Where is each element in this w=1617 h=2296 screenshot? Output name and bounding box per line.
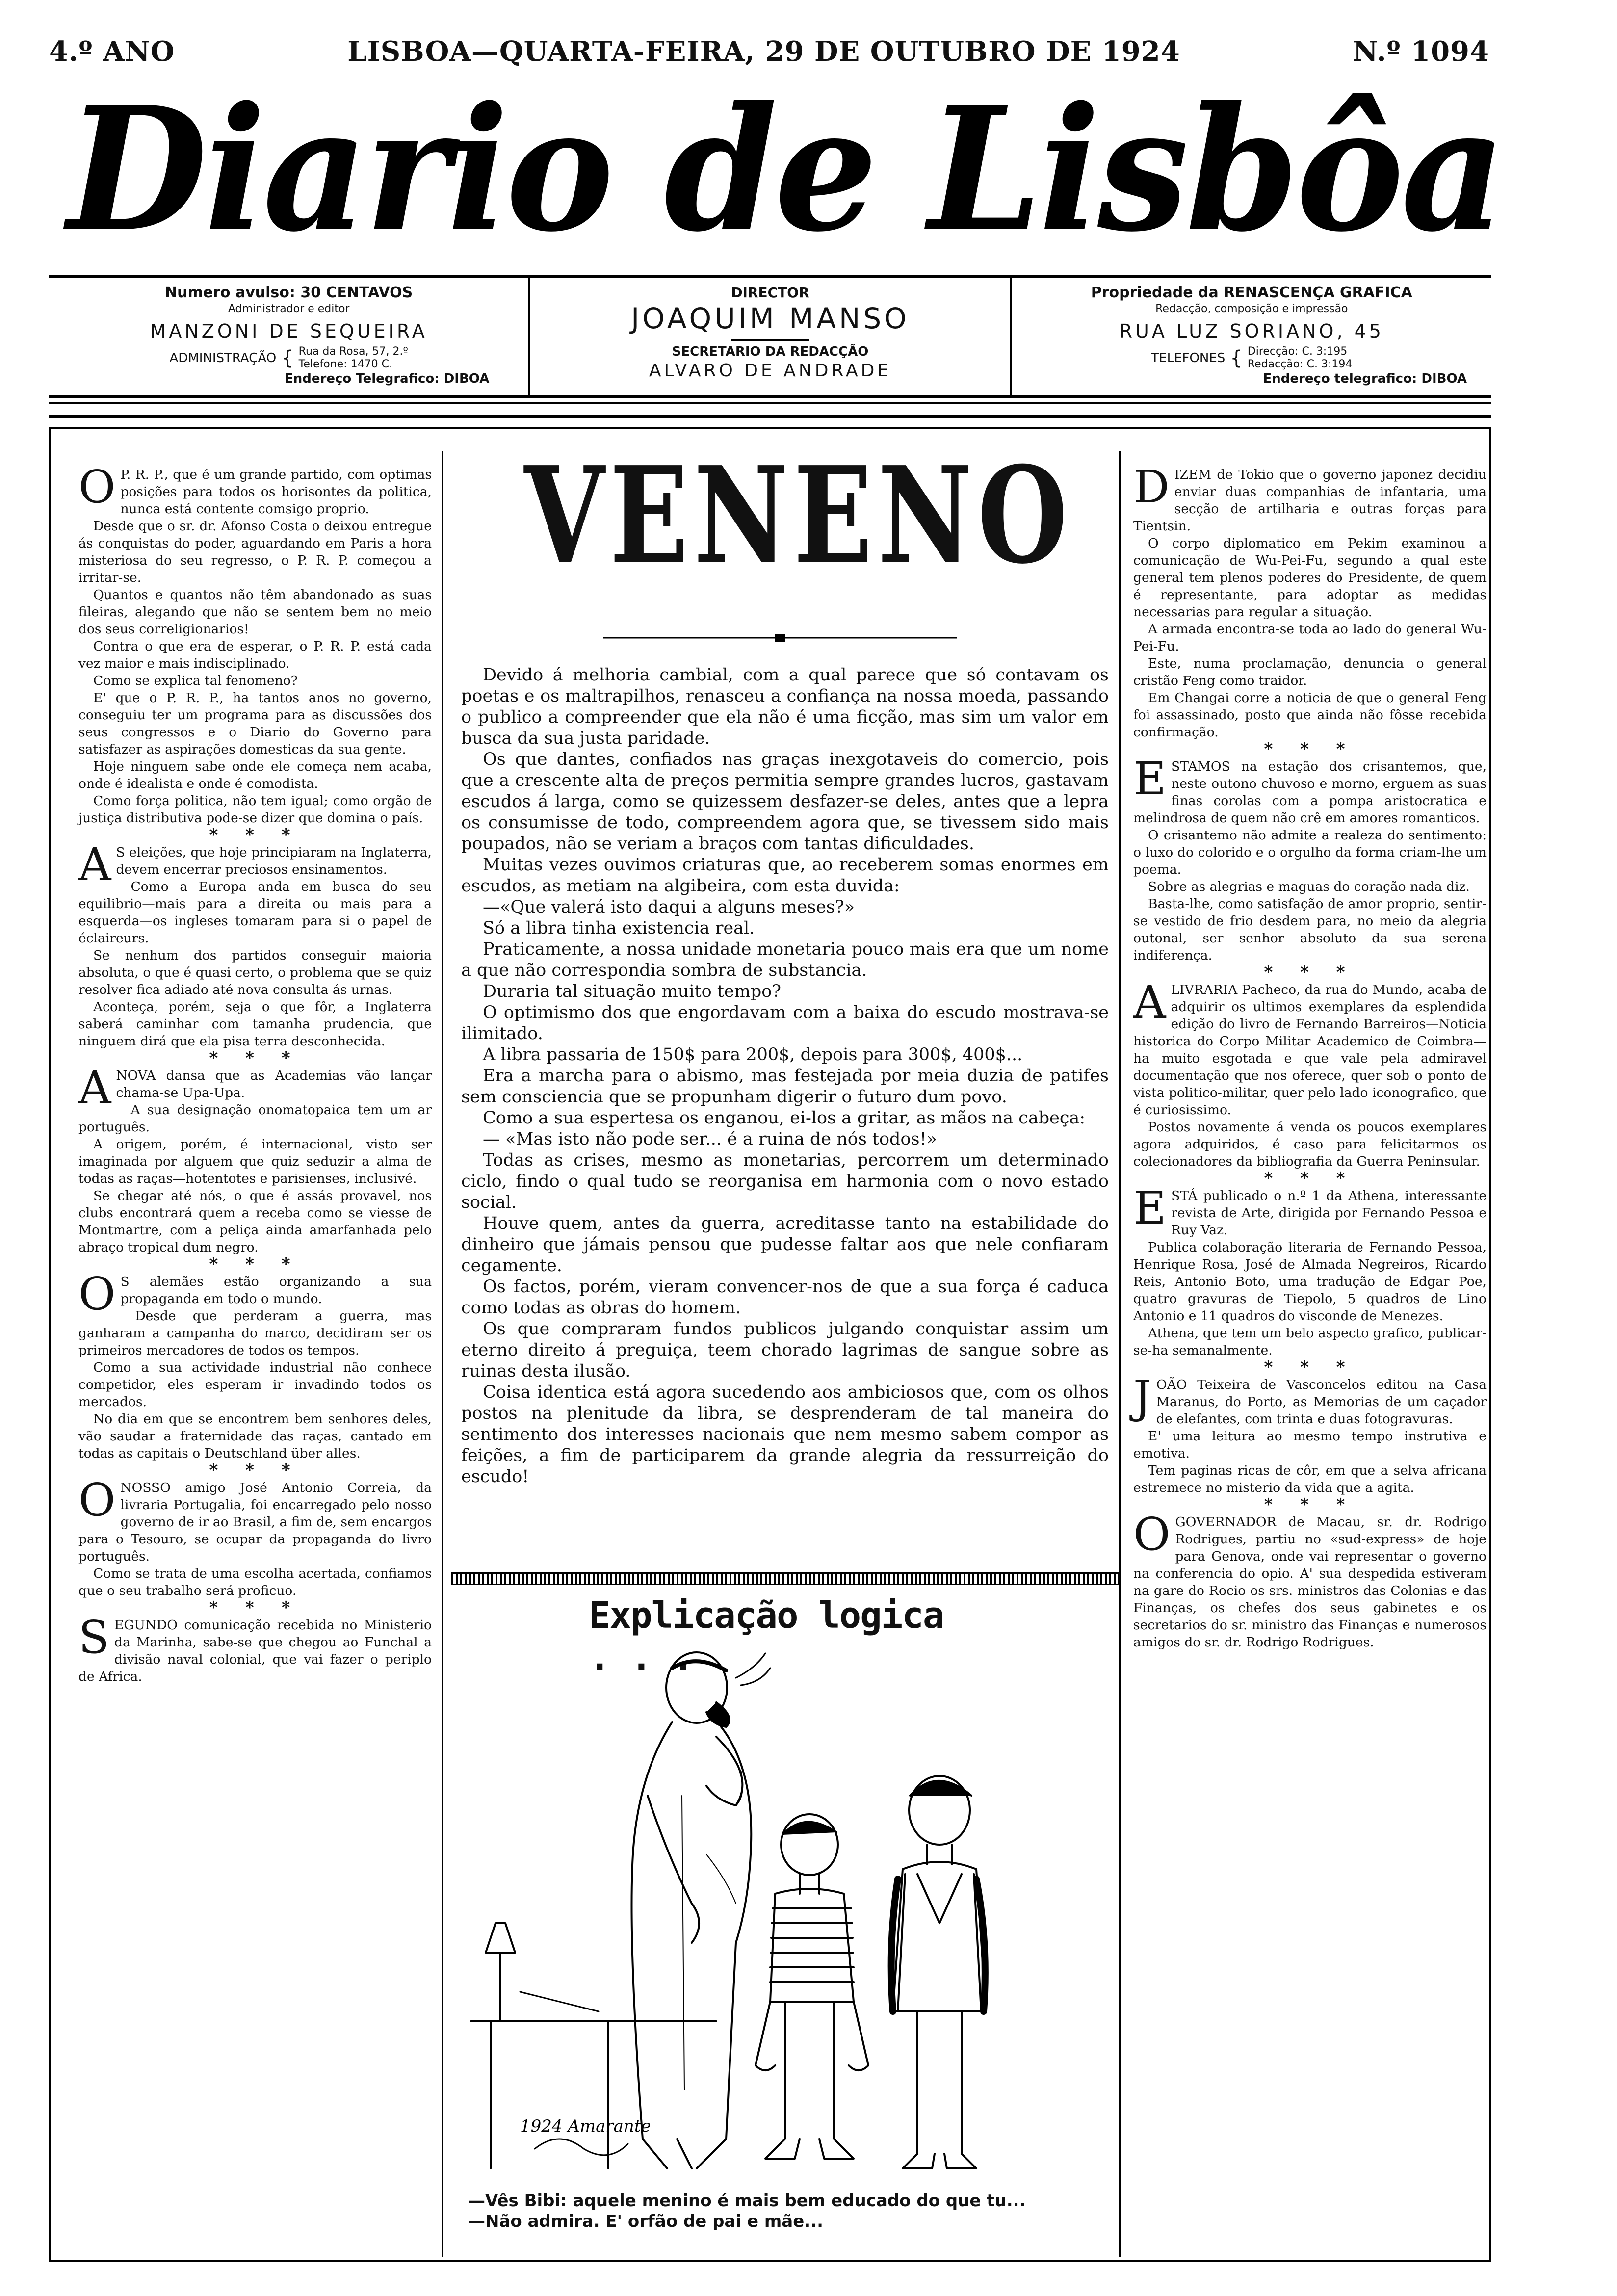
cartoon-signature: 1924 Amarante [520, 2116, 651, 2136]
column-paragraph [78, 1410, 432, 1462]
article-paragraph: Todas as crises, mesmo as monetarias, percorrem um determinado ciclo, findo o qual tudo se reorganisa em harmonia com o novo estado social. [461, 1150, 1109, 1212]
article-paragraph: — «Mas isto não pode ser... é a ruina de nós todos!» [483, 1129, 937, 1149]
column-paragraph [1133, 895, 1487, 964]
article-paragraph: —«Que valerá isto daqui a alguns meses?» [483, 897, 855, 917]
paragraph-text: Sobre as alegrias e maguas do coração nada diz. [1148, 879, 1470, 894]
cartoon-caption [469, 2191, 1106, 2232]
separator-hatched [451, 1572, 1119, 1585]
column-paragraph [1133, 689, 1487, 741]
paragraph-text: NOVA dansa que as Academias vão lançar chama-se Upa-Upa. [116, 1068, 432, 1100]
headline: VENENO [524, 437, 1073, 593]
telegraph-left: Endereço Telegrafico: DIBOA [284, 371, 490, 386]
left-column [78, 461, 432, 1685]
column-paragraph [78, 1611, 432, 1685]
paragraph-text: Se chegar até nós, o que é assás provavel, nos clubs encontrará quem a receba como se viesse de Montmartre, com a peliça ainda amarfanhada pelo abraço tropical dum negro. [78, 1188, 432, 1255]
paragraph-text: Em Changai corre a noticia de que o general Feng foi assassinado, posto que ainda não fôsse recebida confirmação. [1133, 690, 1487, 740]
paragraph-text: P. R. P., que é um grande partido, com optimas posições para todos os horisontes da politica, nunca está contente comsigo proprio. [120, 467, 432, 517]
article-paragraph: Houve quem, antes da guerra, acreditasse tanto na estabilidade do dinheiro que jámais pensou que pudesse faltar aos que nele confiaram cegamente. [461, 1214, 1109, 1276]
column-paragraph [78, 689, 432, 758]
column-paragraph [78, 947, 432, 998]
article-paragraph: Os factos, porém, vieram convencer-nos de que a sua força é caduca como todas as obras do homem. [461, 1277, 1109, 1318]
section-divider: * * * [209, 1254, 301, 1274]
street: RUA LUZ SORIANO, 45 [1119, 320, 1384, 342]
paragraph-text: Publica colaboração literaria de Fernando Pessoa, Henrique Rosa, José de Almada Negreiros, Ricardo Reis, Antonio Boto, uma tradução de Edgar Poe, quatro gravuras de Tiepolo, 5 quadros de Lino Antonio e 11 quadros do visconde de Menezes. [1133, 1240, 1487, 1324]
year-label: 4.º ANO [49, 35, 175, 68]
paragraph-text: O corpo diplomatico em Pekim examinou a comunicação de Wu-Pei-Fu, segundo a qual este general tem plenos poderes do Presidente, de quem é representante, para adoptar as medidas necessarias para regular a situação. [1133, 536, 1487, 620]
paragraph-text: STÁ publicado o n.º 1 da Athena, interessante revista de Arte, dirigida por Fernando Pessoa e Ruy Vaz. [1171, 1188, 1487, 1238]
paragraph-text: GOVERNADOR de Macau, sr. dr. Rodrigo Rodrigues, partiu no «sud-express» de hoje para Genova, onde vai representar o governo na conferencia do opio. A' sua despedida estiveram na gare do Rocio os srs. ministros das Colonias e das Finanças, os chefes dos seus gabinetes e os secretarios do sr. ministro das Finanças e numerosos amigos do sr. dr. Rodrigo Rodrigues. [1133, 1514, 1487, 1650]
cartoon-illustration [461, 1648, 1109, 2183]
paragraph-text: Este, numa proclamação, denuncia o general cristão Feng como traidor. [1133, 656, 1487, 688]
column-paragraph [1133, 827, 1487, 878]
column-paragraph [78, 1307, 432, 1359]
column-paragraph [1133, 1462, 1487, 1496]
paragraph-text: E' que o P. R. P., ha tantos anos no governo, conseguiu ter um programa para as discussões dos seus congressos e o Diario do Governo para satisfazer as aspirações domesticas da sua gente. [78, 690, 432, 757]
paragraph-text: Como se explica tal fenomeno? [93, 673, 298, 688]
column-rule-left [442, 451, 443, 2257]
section-divider: * * * [209, 1461, 301, 1480]
column-paragraph [1133, 878, 1487, 895]
section-divider: * * * [1264, 1495, 1356, 1514]
column-paragraph [78, 586, 432, 638]
paragraph-text: Aconteça, porém, seja o que fôr, a Inglaterra saberá caminhar com tamanha prudencia, que ninguem dirá que ela pisa terra desconhecida. [78, 999, 432, 1049]
masthead-title: Diario de Lisbôa [67, 69, 1503, 269]
article-paragraph: Só a libra tinha existencia real. [483, 918, 755, 938]
drop-cap: E [1133, 753, 1167, 805]
price: Numero avulso: 30 CENTAVOS [165, 284, 413, 301]
phone-redaction: Redacção: C. 3:194 [1247, 358, 1353, 370]
column-paragraph [78, 518, 432, 586]
services: Redacção, composição e impressão [1155, 303, 1348, 315]
issue-number: N.º 1094 [1353, 35, 1489, 68]
drop-cap: E [1133, 1182, 1167, 1234]
article-paragraph: Os que dantes, confiados nas graças inexgotaveis do comercio, pois que a crescente alta de preços permitia sempre grandes lucros, gastavam escudos á larga, como se quizessem desfazer-se deles, antes que a lepra os consumisse de todo, compreendem agora que, se tivessem sido mais poupados, não se veriam a braços com tantas dificuldades. [461, 750, 1109, 854]
paragraph-text: A armada encontra-se toda ao lado do general Wu-Pei-Fu. [1133, 622, 1487, 654]
column-paragraph [1133, 976, 1487, 1119]
drop-cap: D [1133, 461, 1170, 513]
column-paragraph [78, 1062, 432, 1114]
drop-cap: S [78, 1611, 110, 1664]
column-paragraph [78, 838, 432, 891]
drop-cap: A [1133, 976, 1166, 1028]
paragraph-text: STAMOS na estação dos crisantemos, que, neste outono chuvoso e morno, erguem as suas finas corolas com a pompa aristocratica e melindrosa de quem não crê em amores romanticos. [1133, 759, 1487, 826]
column-paragraph [1133, 1325, 1487, 1359]
publication-info-box [49, 275, 1491, 398]
column-paragraph [1133, 1428, 1487, 1462]
section-divider: * * * [1264, 963, 1356, 982]
column-paragraph [1133, 1239, 1487, 1325]
paragraph-text: Como força politica, não tem igual; como orgão de justiça distributiva pode-se dizer que domina o país. [78, 793, 432, 826]
article-paragraph: Os que compraram fundos publicos julgando conquistar assim um eterno direito á preguiça, teem chorado lagrimas de sangue sobre as ruinas desta ilusão. [461, 1319, 1109, 1381]
caption-line-1: —Vês Bibi: aquele menino é mais bem educado do que tu... [469, 2191, 1026, 2211]
paragraph-text: Contra o que era de esperar, o P. R. P. está cada vez maior e mais indisciplinado. [78, 639, 432, 671]
column-paragraph [1133, 753, 1487, 827]
section-divider: * * * [209, 825, 301, 845]
info-right: Propriedade da RENASCENÇA GRAFICA Redacção, composição e impressão RUA LUZ SORIANO, 45 TELEFONES { Direcção: C. 3:195 Redacção: C. 3:194 Endereço telegrafico: DIBOA [1012, 278, 1491, 395]
column-paragraph [78, 878, 432, 947]
cartoon-title: Explicação logica . . . [589, 1594, 944, 1679]
admin-label: ADMINISTRAÇÃO [169, 350, 277, 365]
article-paragraph: Era a marcha para o abismo, mas festejada por meia duzia de patifes sem consciencia que se propunham digerir o futuro dum povo. [461, 1066, 1109, 1107]
rule-thick [49, 415, 1491, 418]
column-paragraph [78, 758, 432, 792]
paragraph-text: Postos novamente á venda os poucos exemplares agora adquiridos, é caso para felicitarmos os colecionadores da bibliografia da Guerra Peninsular. [1133, 1120, 1487, 1169]
paragraph-text: IZEM de Tokio que o governo japonez decidiu enviar duas companhias de infantaria, uma secção de artilharia e outras forças para Tientsin. [1133, 467, 1487, 534]
paragraph-text: Desde que perderam a guerra, mas ganharam a campanha do marco, decidiram ser os primeiros mercadores de todos os tempos. [78, 1308, 432, 1358]
secretary-label: SECRETARIO DA REDACÇÃO [672, 344, 869, 359]
section-divider: * * * [1264, 739, 1356, 759]
paragraph-text: No dia em que se encontrem bem senhores deles, vão saudar a fraternidade das raças, cantado em todas as capitais o Deutschland über alles. [78, 1411, 432, 1461]
paragraph-text: A sua designação onomatopaica tem um ar português. [78, 1102, 432, 1135]
article-paragraph: Coisa identica está agora sucedendo aos ambiciosos que, com os olhos postos na plenitude da libra, se desprenderam de tal maneira do sentimento dos interesses nacionais que nem mesmo sabem compor as feições, a fim de participarem da grande alegria da ressurreição do escudo! [461, 1383, 1109, 1487]
paragraph-text: Desde que o sr. dr. Afonso Costa o deixou entregue ás conquistas do poder, aguardando em Paris a hora misteriosa do seu regresso, o P. R. P. começou a irritar-se. [78, 519, 432, 585]
main-article [461, 665, 1109, 1487]
director-name: JOAQUIM MANSO [631, 302, 910, 335]
article-paragraph: Devido á melhoria cambial, com a qual parece que só contavam os poetas e os maltrapilhos, renasceu a confiança na nossa moeda, passando o publico a compreender que ela não é uma ficção, mas sim um valor em busca da sua justa paridade. [461, 665, 1109, 748]
rule [49, 402, 1491, 404]
paragraph-text: S alemães estão organizando a sua propaganda em todo o mundo. [120, 1274, 432, 1306]
column-paragraph [78, 1101, 432, 1136]
column-paragraph [1133, 461, 1487, 535]
paragraph-text: EGUNDO comunicação recebida no Ministerio da Marinha, sabe-se que chegou ao Funchal a divisão naval colonial, que vai fazer o periplo de Africa. [78, 1618, 432, 1684]
drop-cap: O [78, 461, 116, 513]
section-divider: * * * [1264, 1169, 1356, 1188]
paragraph-text: NOSSO amigo José Antonio Correia, da livraria Portugalia, foi encarregado pelo nosso governo de ir ao Brasil, a fim de, sem encargos para o Tesouro, se ocupar da propaganda do livro português. [78, 1480, 432, 1564]
column-paragraph [78, 1268, 432, 1320]
right-column [1133, 461, 1487, 1651]
column-paragraph [78, 998, 432, 1050]
secretary-name: ALVARO DE ANDRADE [649, 361, 892, 381]
column-paragraph [78, 1565, 432, 1599]
drop-cap: O [78, 1474, 116, 1526]
drop-cap: A [78, 838, 111, 891]
column-paragraph [1133, 621, 1487, 655]
paragraph-text: E' uma leitura ao mesmo tempo instrutiva e emotiva. [1133, 1429, 1487, 1461]
article-paragraph: A libra passaria de 150$ para 200$, depois para 300$, 400$... [483, 1045, 1023, 1065]
column-paragraph [78, 1474, 432, 1565]
info-left: Numero avulso: 30 CENTAVOS Administrador e editor MANZONI DE SEQUEIRA ADMINISTRAÇÃO { Rua da Rosa, 57, 2.º Telefone: 1470 C. Endereço Telegrafico: DIBOA [49, 278, 528, 395]
ornament-rule [603, 630, 957, 645]
column-paragraph [78, 1359, 432, 1410]
caption-line-2: —Não admira. E' orfão de pai e mãe... [469, 2212, 824, 2231]
paragraph-text: Como a Europa anda em busca do seu equilibrio—mais para a direita ou mais para a esquerda—os ingleses tomaram para si o papel de éclaireurs. [78, 879, 432, 946]
phone-direction: Direcção: C. 3:195 [1247, 345, 1348, 358]
column-rule-right [1119, 451, 1121, 2257]
dateline-bar [49, 29, 1489, 74]
paragraph-text: LIVRARIA Pacheco, da rua do Mundo, acaba de adquirir os ultimos exemplares da esplendida edição do livro de Fernando Barreiros—Noticia historica do Corpo Militar Academico de Coimbra—ha muito esgotada e que vale pela admiravel documentação que nos oferece, quer sob o ponto de vista politico-militar, quer pelo lado iconografico, que é curiosissimo. [1133, 982, 1487, 1118]
director-label: DIRECTOR [731, 285, 809, 301]
column-paragraph [1133, 1119, 1487, 1170]
column-paragraph [78, 792, 432, 827]
phones-label: TELEFONES [1151, 350, 1226, 365]
article-paragraph: Duraria tal situação muito tempo? [483, 982, 782, 1001]
paragraph-text: S eleições, que hoje principiaram na Inglaterra, devem encerrar preciosos ensinamentos. [116, 845, 432, 877]
column-paragraph [1133, 1371, 1487, 1428]
editor-name: MANZONI DE SEQUEIRA [150, 320, 428, 342]
column-paragraph [78, 1136, 432, 1187]
paragraph-text: Tem paginas ricas de côr, em que a selva africana estremece no misterio da vida que a agita. [1133, 1463, 1487, 1495]
paragraph-text: Hoje ninguem sabe onde ele começa nem acaba, onde é idealista e onde é comodista. [78, 759, 432, 791]
drop-cap: J [1133, 1371, 1151, 1423]
column-paragraph [1133, 1508, 1487, 1651]
paragraph-text: Basta-lhe, como satisfação de amor proprio, sentir-se vestido de frio desdem para, no meio da alegria outonal, ser senhor absoluto da sua serena indiferença. [1133, 896, 1487, 963]
section-divider: * * * [209, 1598, 301, 1618]
telegraph-right: Endereço telegrafico: DIBOA [1263, 371, 1467, 386]
paragraph-text: A origem, porém, é internacional, visto ser imaginada por alguem que quiz seduzir a alma de todas as raças—hotentotes e parisienses, inclusivé. [78, 1137, 432, 1186]
paragraph-text: OÃO Teixeira de Vasconcelos editou na Casa Maranus, do Porto, as Memorias de um caçador de elefantes, com trinta e duas fotogravuras. [1156, 1377, 1487, 1427]
drop-cap: O [1133, 1508, 1171, 1561]
dateline: LISBOA—QUARTA-FEIRA, 29 DE OUTUBRO DE 1924 [347, 35, 1180, 68]
owner: Propriedade da RENASCENÇA GRAFICA [1091, 284, 1412, 301]
admin-phone: Telefone: 1470 C. [298, 358, 392, 370]
column-paragraph [78, 1187, 432, 1256]
column-paragraph [78, 638, 432, 672]
article-paragraph: Muitas vezes ouvimos criaturas que, ao receberem somas enormes em escudos, as metiam na algibeira, com esta duvida: [461, 855, 1109, 896]
paragraph-text: O crisantemo não admite a realeza do sentimento: o luxo do colorido e o orgulho da forma criam-lhe um poema. [1133, 828, 1487, 877]
column-paragraph [1133, 655, 1487, 689]
article-paragraph: Praticamente, a nossa unidade monetaria pouco mais era que um nome a que não correspondia sombra de substancia. [461, 939, 1109, 980]
paragraph-text: Quantos e quantos não têm abandonado as suas fileiras, alegando que não se sentem bem no meio dos seus correligionarios! [78, 587, 432, 637]
drop-cap: O [78, 1268, 116, 1320]
editor-label: Administrador e editor [228, 303, 350, 315]
article-paragraph: O optimismo dos que engordavam com a baixa do escudo mostrava-se ilimitado. [461, 1003, 1109, 1044]
article-paragraph: Como a sua espertesa os enganou, ei-los a gritar, as mãos na cabeça: [483, 1108, 1086, 1128]
section-divider: * * * [1264, 1357, 1356, 1377]
column-paragraph [1133, 1182, 1487, 1239]
admin-address: Rua da Rosa, 57, 2.º [298, 345, 408, 358]
section-divider: * * * [209, 1048, 301, 1068]
info-center [528, 278, 1012, 395]
column-paragraph [78, 672, 432, 689]
column-paragraph [78, 461, 432, 518]
column-paragraph [1133, 535, 1487, 621]
drop-cap: A [78, 1062, 111, 1114]
paragraph-text: Se nenhum dos partidos conseguir maioria absoluta, o que é quasi certo, o problema que se quiz resolver fica adiado até nova consulta ás urnas. [78, 948, 432, 997]
paragraph-text: Como a sua actividade industrial não conhece competidor, eles esperam ir invadindo todos os mercados. [78, 1360, 432, 1409]
paragraph-text: Como se trata de uma escolha acertada, confiamos que o seu trabalho será proficuo. [78, 1566, 432, 1598]
paragraph-text: Athena, que tem um belo aspecto grafico, publicar-se-ha semanalmente. [1133, 1326, 1487, 1358]
